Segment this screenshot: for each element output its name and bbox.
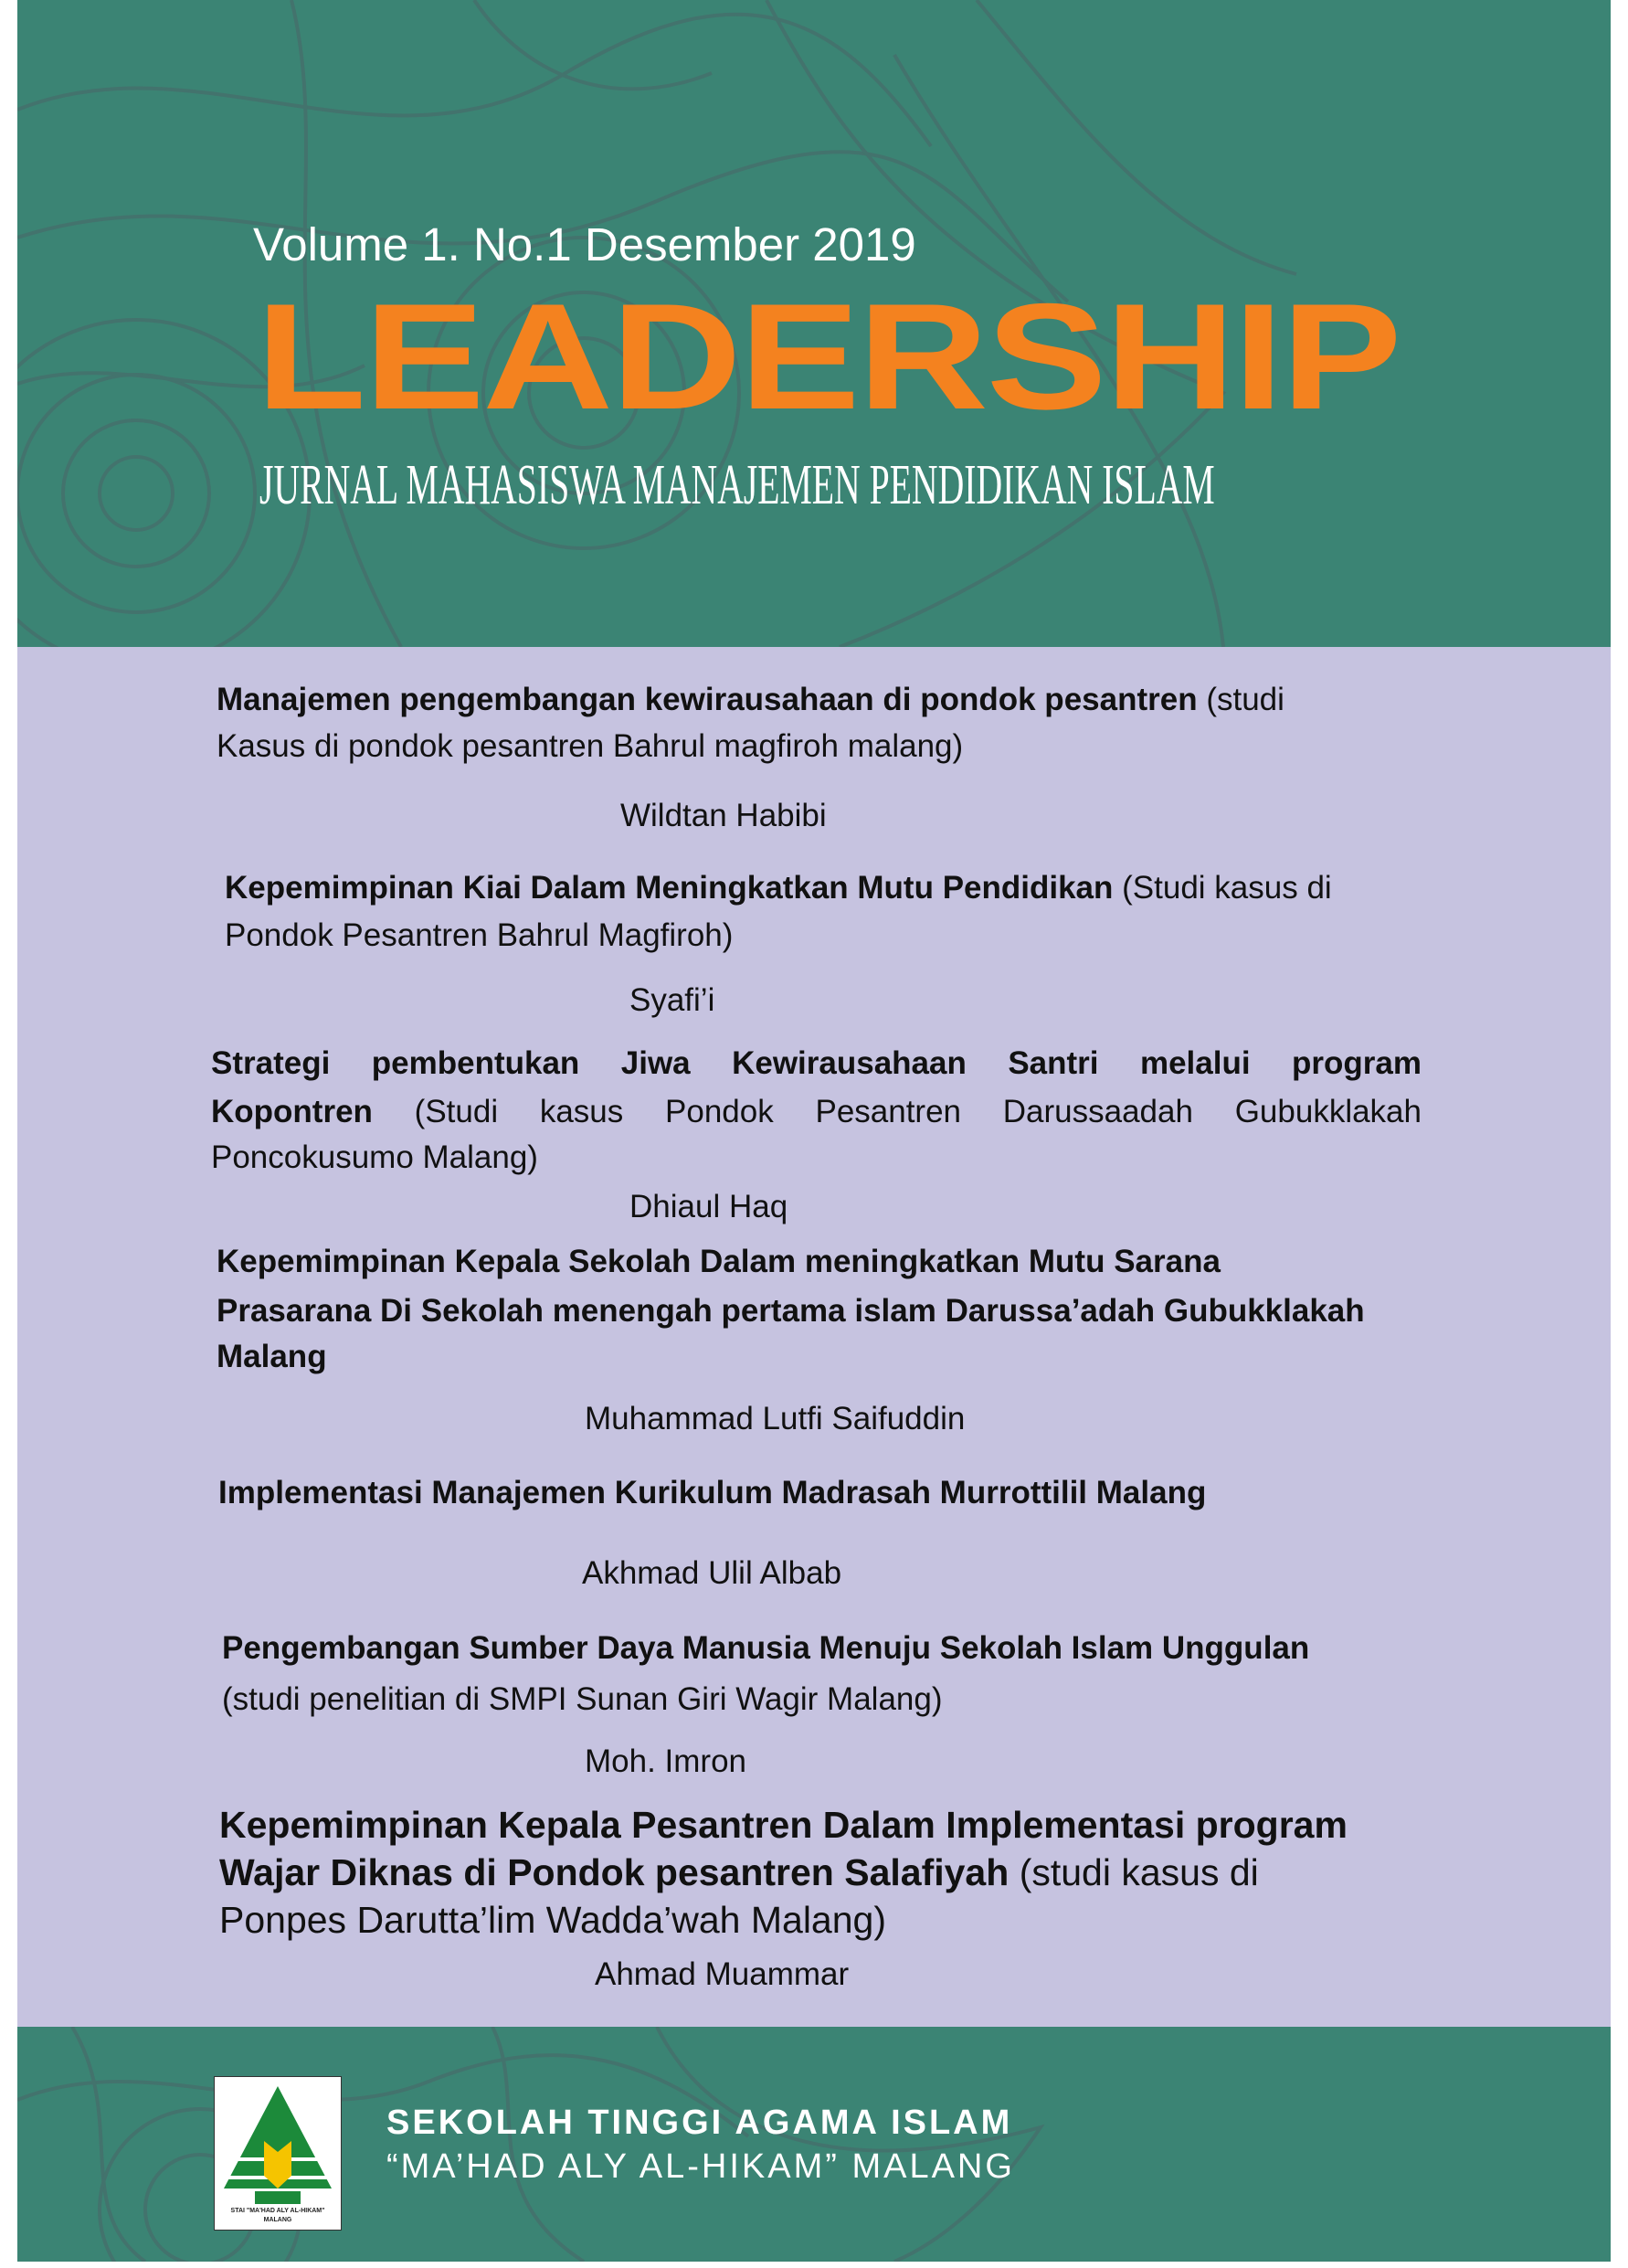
logo-text: MALANG xyxy=(263,2217,292,2223)
article-title-line: Pengembangan Sumber Daya Manusia Menuju Sekolah Islam Unggulan xyxy=(222,1630,1310,1666)
article-title-line: Wajar Diknas di Pondok pesantren Salafiyah (studi kasus di xyxy=(219,1851,1259,1893)
article-title-line: Kasus di pondok pesantren Bahrul magfiroh malang) xyxy=(217,728,964,764)
article-author: Moh. Imron xyxy=(585,1743,746,1779)
institution-logo xyxy=(214,2076,342,2231)
article-title-line: Implementasi Manajemen Kurikulum Madrasah Murrottilil Malang xyxy=(218,1475,1207,1510)
article-title-line: Manajemen pengembangan kewirausahaan di pondok pesantren (studi xyxy=(217,682,1284,717)
journal-title: LEADERSHIP xyxy=(256,272,1401,440)
article-title-line: Pondok Pesantren Bahrul Magfiroh) xyxy=(225,917,734,953)
article-title-line: Poncokusumo Malang) xyxy=(211,1139,538,1175)
article-author: Syafi’i xyxy=(629,982,715,1018)
cover-header xyxy=(17,0,1611,647)
article-title-line: Malang xyxy=(217,1339,327,1374)
article-title-line: Prasarana Di Sekolah menengah pertama islam Darussa’adah Gubukklakah xyxy=(217,1293,1365,1329)
tree-emblem-icon xyxy=(215,2077,341,2205)
volume-issue: Volume 1. No.1 Desember 2019 xyxy=(253,218,916,270)
article-author: Akhmad Ulil Albab xyxy=(582,1555,842,1591)
article-author: Wildtan Habibi xyxy=(620,798,827,833)
journal-subtitle: JURNAL MAHASISWA MANAJEMEN PENDIDIKAN ISLAM xyxy=(259,454,1215,516)
article-title-line: Kopontren (Studi kasus Pondok Pesantren Darussaadah Gubukklakah xyxy=(211,1094,1422,1129)
article-title-line: Kepemimpinan Kepala Pesantren Dalam Implementasi program xyxy=(219,1804,1348,1846)
article-author: Dhiaul Haq xyxy=(629,1189,788,1224)
institution-subname: “MA’HAD ALY AL-HIKAM” MALANG xyxy=(386,2147,1015,2186)
institution-name: SEKOLAH TINGGI AGAMA ISLAM xyxy=(386,2104,1013,2142)
article-title-line: Kepemimpinan Kepala Sekolah Dalam meningkatkan Mutu Sarana xyxy=(217,1244,1221,1279)
article-title-line: Strategi pembentukan Jiwa Kewirausahaan Santri melalui program xyxy=(211,1045,1422,1081)
logo-text: STAI "MA'HAD ALY AL-HIKAM" xyxy=(230,2208,325,2214)
article-author: Muhammad Lutfi Saifuddin xyxy=(585,1401,966,1436)
article-title-line: (studi penelitian di SMPI Sunan Giri Wagir Malang) xyxy=(222,1681,943,1717)
article-title-line: Ponpes Darutta’lim Wadda’wah Malang) xyxy=(219,1899,886,1941)
article-title-line: Kepemimpinan Kiai Dalam Meningkatkan Mutu Pendidikan (Studi kasus di xyxy=(225,870,1332,906)
article-author: Ahmad Muammar xyxy=(595,1956,850,1992)
